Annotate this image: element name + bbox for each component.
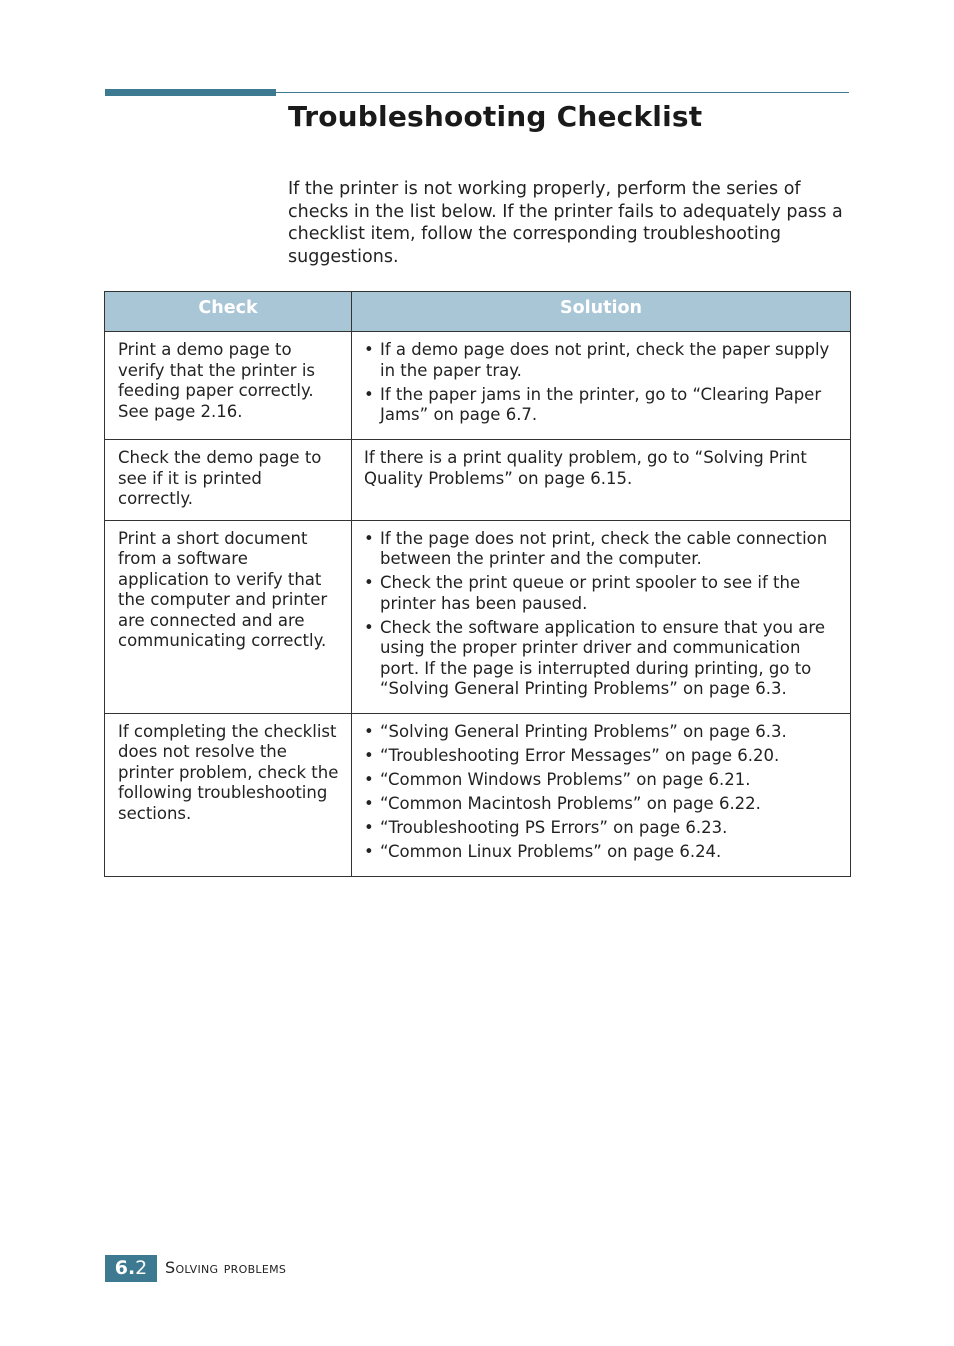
column-header-check: Check (105, 292, 352, 332)
intro-paragraph: If the printer is not working properly, perform the series of checks in the list below. If the printer fails to adequately pass a checklist item, follow the corresponding troubleshooting suggestions. (288, 179, 843, 267)
solution-list (364, 722, 838, 863)
solution-item (364, 529, 838, 570)
solution-list (364, 529, 838, 700)
table-header-row (105, 292, 851, 332)
solution-text: If the paper jams in the printer, go to “Clearing Paper Jams” on page 6.7. (380, 384, 822, 424)
solution-text: Check the print queue or print spooler to see if the printer has been paused. (380, 573, 801, 613)
bullet-icon: • (364, 617, 374, 637)
solution-cell (352, 332, 851, 440)
bullet-icon: • (364, 721, 374, 741)
header-rule-thick (105, 89, 276, 96)
solution-text: If a demo page does not print, check the paper supply in the paper tray. (380, 340, 830, 380)
check-cell: If completing the checklist does not resolve the printer problem, check the following troubleshooting sections. (105, 713, 352, 876)
solution-text: “Common Macintosh Problems” on page 6.22. (380, 793, 761, 813)
page-title: Troubleshooting Checklist (288, 100, 703, 133)
solution-text: “Troubleshooting PS Errors” on page 6.23. (380, 817, 728, 837)
solution-item (364, 618, 838, 700)
solution-text: “Common Windows Problems” on page 6.21. (380, 769, 751, 789)
solution-text: “Solving General Printing Problems” on page 6.3. (380, 721, 787, 741)
bullet-icon: • (364, 573, 374, 592)
header-rule-thin (276, 92, 849, 93)
bullet-icon: • (364, 817, 374, 837)
solution-text: “Troubleshooting Error Messages” on page 6.20. (380, 745, 780, 765)
solution-item (364, 842, 838, 863)
table-row (105, 440, 851, 521)
solution-item (364, 573, 838, 614)
page-number-major: 6. (114, 1257, 136, 1279)
solution-list (364, 340, 838, 426)
solution-cell (352, 520, 851, 713)
solution-text: If the page does not print, check the cable connection between the printer and the computer. (380, 528, 828, 568)
bullet-icon: • (364, 745, 374, 765)
solution-item (364, 818, 838, 839)
column-header-solution: Solution (352, 292, 851, 332)
table-row (105, 332, 851, 440)
solution-item (364, 746, 838, 767)
table-row (105, 520, 851, 713)
footer-section-title: Solving problems (165, 1258, 287, 1277)
bullet-icon: • (364, 793, 374, 813)
solution-cell (352, 713, 851, 876)
page-number-badge (105, 1255, 157, 1282)
bullet-icon: • (364, 340, 374, 359)
page-number-minor: 2 (135, 1257, 148, 1279)
check-cell: Print a short document from a software application to verify that the computer and printer are connected and are communicating correctly. (105, 520, 352, 713)
solution-cell: If there is a print quality problem, go to “Solving Print Quality Problems” on page 6.15. (352, 440, 851, 521)
solution-text: Check the software application to ensure that you are using the proper printer driver and communication port. If the page is interrupted during printing, go to “Solving General Printing Problems” on page 6.3. (380, 617, 825, 698)
bullet-icon: • (364, 384, 374, 404)
solution-item (364, 385, 838, 426)
solution-item (364, 770, 838, 791)
check-cell: Check the demo page to see if it is printed correctly. (105, 440, 352, 521)
bullet-icon: • (364, 528, 374, 548)
bullet-icon: • (364, 841, 374, 861)
solution-item (364, 340, 838, 381)
solution-text: “Common Linux Problems” on page 6.24. (380, 841, 722, 861)
solution-item (364, 722, 838, 743)
table-row (105, 713, 851, 876)
troubleshooting-table (104, 291, 851, 877)
bullet-icon: • (364, 769, 374, 789)
solution-item (364, 794, 838, 815)
check-cell: Print a demo page to verify that the printer is feeding paper correctly. See page 2.16. (105, 332, 352, 440)
